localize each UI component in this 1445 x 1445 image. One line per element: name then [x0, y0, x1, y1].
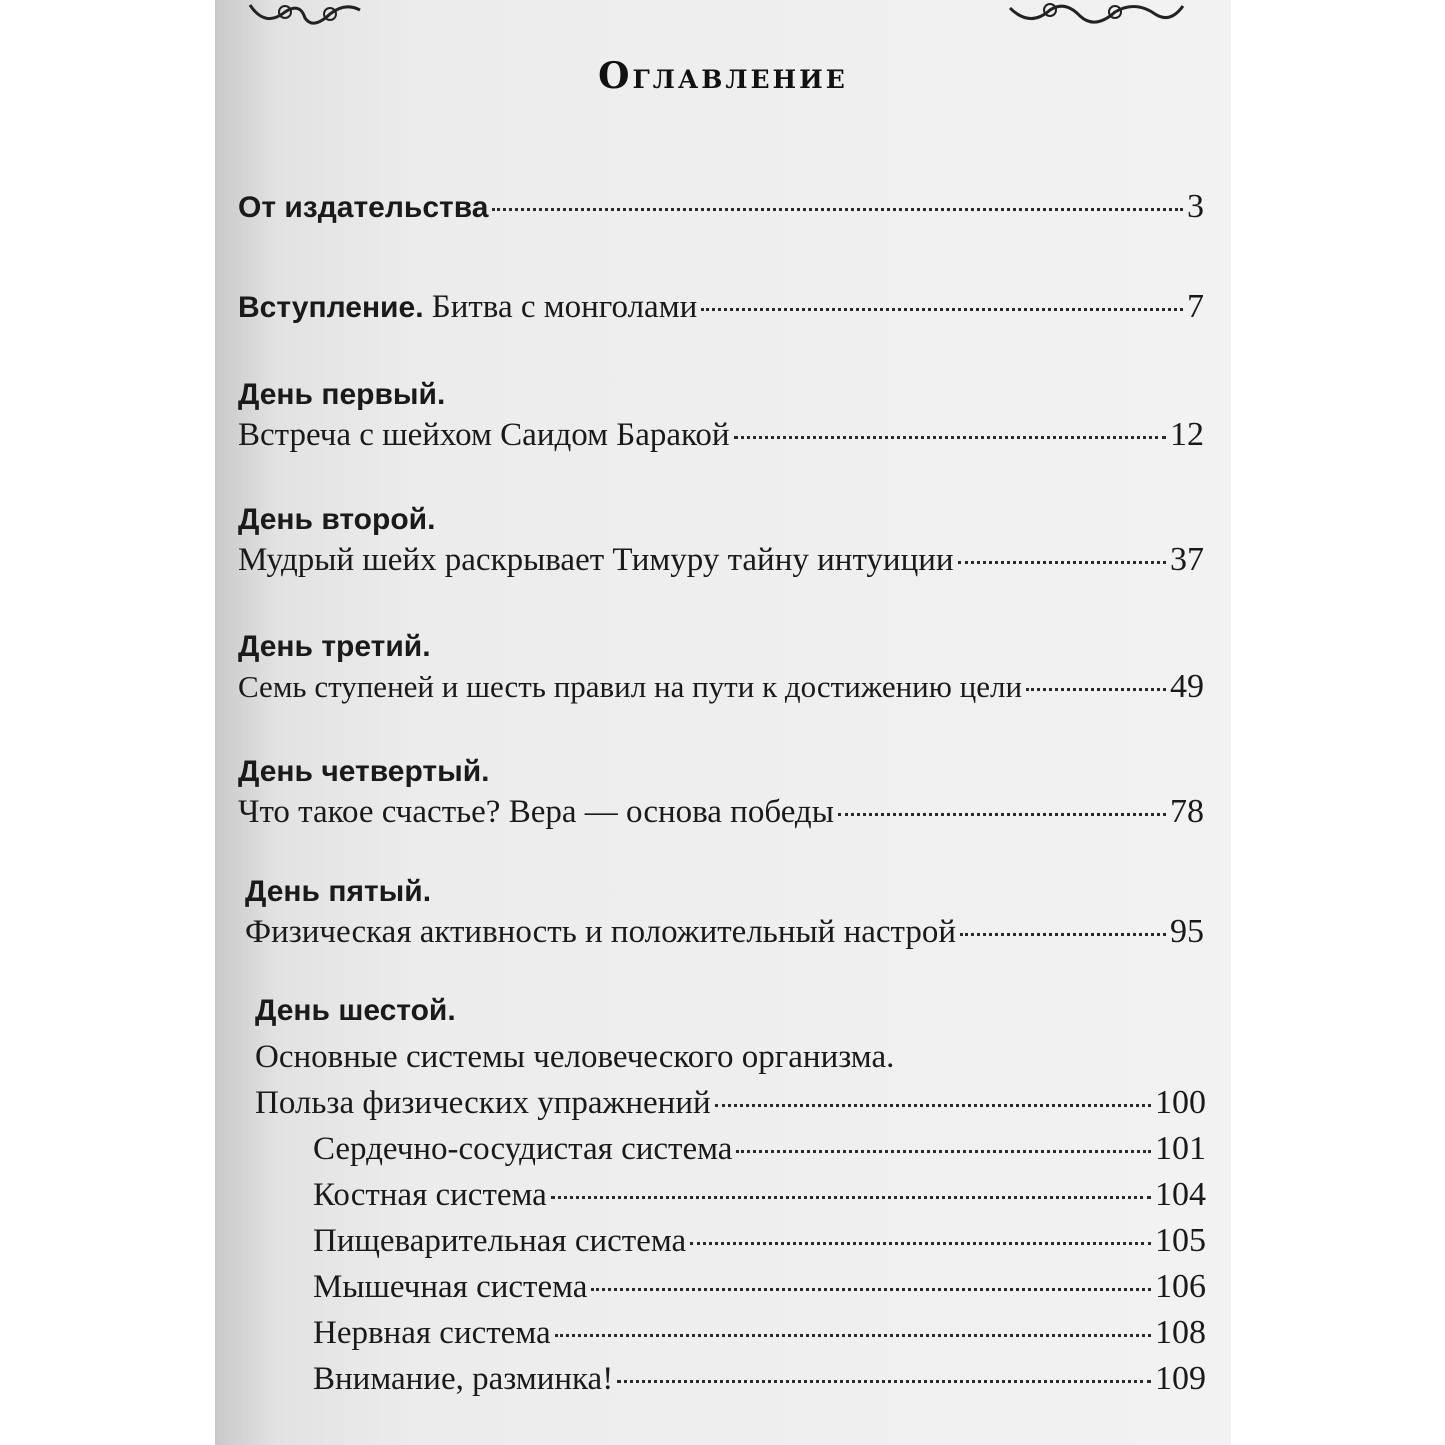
page-number: 12 [1170, 416, 1204, 453]
chapter-heading: День первый. [238, 378, 446, 411]
dot-leader [492, 208, 1183, 211]
subentry-label: Нервная система [313, 1315, 551, 1351]
page-number: 104 [1155, 1176, 1206, 1213]
book-page [215, 0, 1231, 1445]
chapter-subtitle: Мудрый шейх раскрывает Тимуру тайну интуиции [238, 542, 954, 578]
chapter-heading: День шестой. [255, 994, 456, 1027]
page-number: 37 [1170, 541, 1204, 578]
subentry-label: Сердечно-сосудистая система [313, 1131, 733, 1167]
dot-leader [551, 1196, 1151, 1199]
dot-leader [591, 1288, 1151, 1291]
toc-entry-day5[interactable] [245, 875, 1204, 951]
toc-entry-day2[interactable] [238, 503, 1204, 579]
chapter-subtitle: Физическая активность и положительный настрой [245, 914, 957, 950]
toc-entry-day1[interactable] [238, 378, 1204, 454]
page-number: 3 [1187, 188, 1204, 225]
dot-leader [734, 436, 1166, 439]
toc-subentry[interactable] [255, 1126, 1206, 1172]
chapter-heading: День второй. [238, 503, 436, 536]
dot-leader [701, 308, 1183, 311]
chapter-subtitle: Встреча с шейхом Саидом Баракой [238, 417, 730, 453]
dot-leader [838, 813, 1166, 816]
page-number: 101 [1155, 1130, 1206, 1167]
page-number: 106 [1155, 1268, 1206, 1305]
entry-label: От издательства [238, 191, 489, 224]
chapter-subtitle: Семь ступеней и шесть правил на пути к достижению цели [238, 669, 1023, 704]
toc-entry-day3[interactable] [238, 630, 1204, 706]
dot-leader [617, 1380, 1151, 1383]
page-number: 49 [1170, 668, 1204, 705]
subentry-label: Пищеварительная система [313, 1223, 687, 1259]
right-floral-ornament [1005, 0, 1185, 30]
subentry-label: Костная система [313, 1177, 547, 1213]
toc-subentry[interactable] [255, 1218, 1206, 1264]
page-number: 78 [1170, 793, 1204, 830]
toc-subentry[interactable] [255, 1356, 1206, 1402]
toc-entry-day4[interactable] [238, 755, 1204, 831]
page-number: 100 [1155, 1084, 1206, 1121]
toc-subentry[interactable] [255, 1080, 1206, 1126]
page-number: 95 [1170, 913, 1204, 950]
chapter-subtitle: Что такое счастье? Вера — основа победы [238, 794, 834, 830]
entry-subtitle: Битва с монголами [423, 289, 698, 325]
dot-leader [690, 1242, 1151, 1245]
dot-leader [715, 1104, 1151, 1107]
dot-leader [736, 1150, 1151, 1153]
dot-leader [958, 561, 1166, 564]
dot-leader [1026, 688, 1166, 691]
page-number: 109 [1155, 1360, 1206, 1397]
toc-entry-publisher[interactable] [238, 188, 1204, 226]
page-number: 105 [1155, 1222, 1206, 1259]
toc-subentry[interactable] [255, 1310, 1206, 1356]
chapter-subtitle-line2: Польза физических упражнений [255, 1085, 711, 1121]
toc-entry-day6[interactable] [255, 988, 1206, 1402]
toc-title: Оглавление [598, 55, 848, 97]
chapter-subtitle-line1: Основные системы человеческого организма. [255, 1039, 895, 1075]
chapter-heading: День пятый. [245, 875, 432, 908]
entry-heading: Вступление. [238, 291, 424, 324]
toc-entry-intro[interactable] [238, 288, 1204, 326]
toc-subentry[interactable] [255, 1264, 1206, 1310]
chapter-heading: День четвертый. [238, 755, 490, 788]
subentry-label: Мышечная система [313, 1269, 588, 1305]
page-number: 7 [1187, 288, 1204, 325]
left-floral-ornament [245, 0, 365, 30]
chapter-heading: День третий. [238, 630, 431, 663]
page-number: 108 [1155, 1314, 1206, 1351]
dot-leader [555, 1334, 1151, 1337]
toc-subentry[interactable] [255, 1172, 1206, 1218]
subentry-label: Внимание, разминка! [313, 1361, 614, 1397]
dot-leader [960, 933, 1166, 936]
